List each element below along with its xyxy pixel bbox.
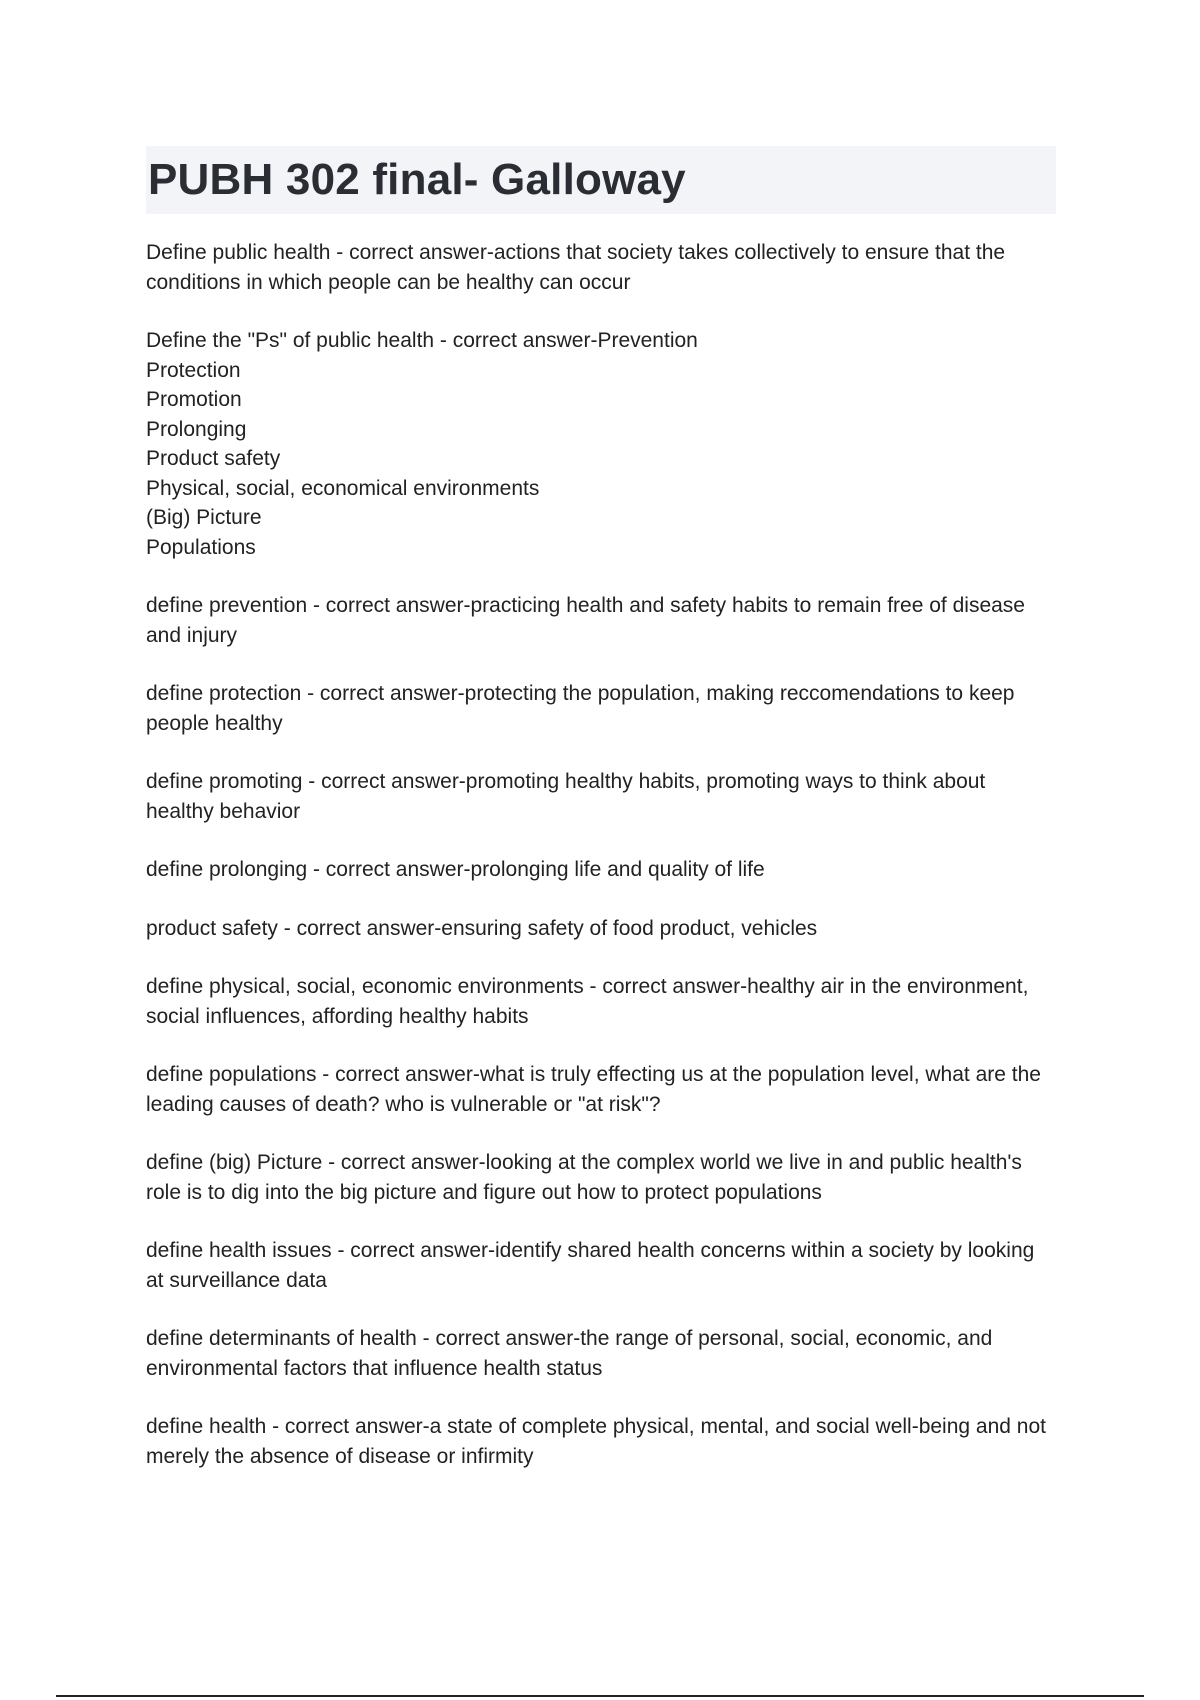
qa-entry-big-picture: define (big) Picture - correct answer-looking at the complex world we live in and public health's role is to dig into the big picture and figure out how to protect populations <box>146 1151 1022 1204</box>
qa-entry-health: define health - correct answer-a state of complete physical, mental, and social well-being and not merely the absence of disease or infirmity <box>146 1415 1046 1468</box>
qa-entry-populations: define populations - correct answer-what is truly effecting us at the population level, what are the leading causes of death? who is vulnerable or "at risk"? <box>146 1063 1041 1116</box>
qa-entry-product-safety: product safety - correct answer-ensuring safety of food product, vehicles <box>146 916 818 940</box>
qa-entry-environments: define physical, social, economic environments - correct answer-healthy air in the environment, social influences, affording healthy habits <box>146 975 1029 1028</box>
qa-list <box>146 238 1056 1471</box>
qa-entry-protection: define protection - correct answer-protecting the population, making reccomendations to keep people healthy <box>146 682 1015 735</box>
qa-entry-ps-of-public-health: Define the "Ps" of public health - correct answer-Prevention Protection Promotion Prolonging Product safety Physical, social, economical environments (Big) Picture Populations <box>146 329 698 559</box>
title-bar <box>146 146 1056 214</box>
qa-entry-prevention: define prevention - correct answer-practicing health and safety habits to remain free of disease and injury <box>146 594 1025 647</box>
document-page <box>146 146 1056 1500</box>
footer-divider <box>56 1695 1144 1697</box>
document-title: PUBH 302 final- Galloway <box>148 155 686 204</box>
qa-entry-promoting: define promoting - correct answer-promoting healthy habits, promoting ways to think about healthy behavior <box>146 770 986 823</box>
qa-entry-health-issues: define health issues - correct answer-identify shared health concerns within a society by looking at surveillance data <box>146 1239 1035 1292</box>
qa-entry-determinants: define determinants of health - correct answer-the range of personal, social, economic, and environmental factors that influence health status <box>146 1327 993 1380</box>
qa-entry-public-health: Define public health - correct answer-actions that society takes collectively to ensure that the conditions in which people can be healthy can occur <box>146 241 1006 294</box>
qa-entry-prolonging: define prolonging - correct answer-prolonging life and quality of life <box>146 858 765 881</box>
